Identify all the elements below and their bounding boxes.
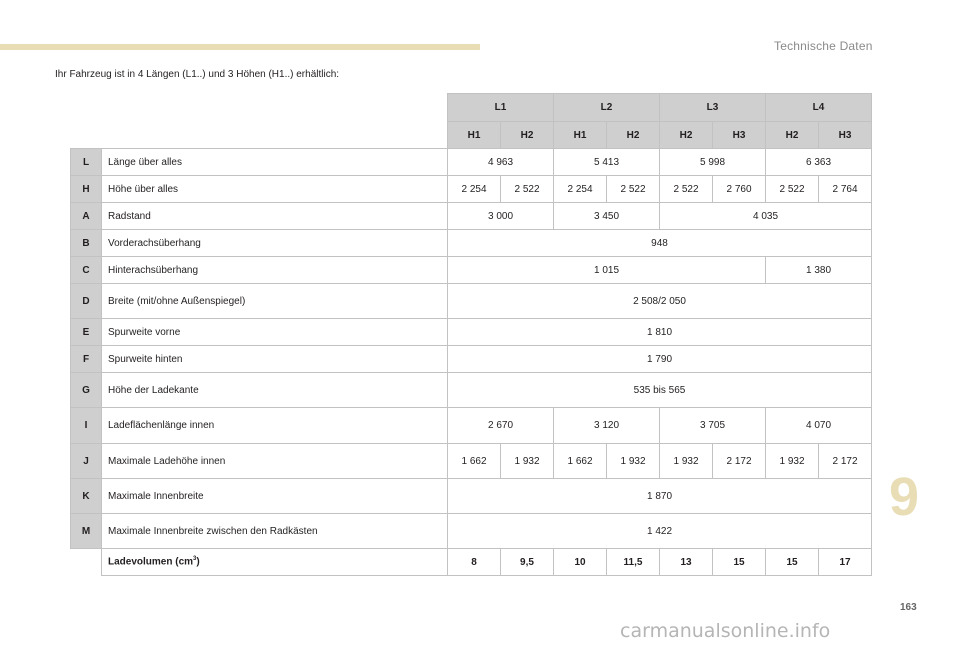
dimension-code: J <box>71 444 102 479</box>
dimension-code: C <box>71 257 102 284</box>
header-accent-bar <box>0 44 480 50</box>
dimension-value: 2 522 <box>501 176 554 203</box>
dimension-value: 1 810 <box>448 319 872 346</box>
cargo-volume-label <box>102 549 448 576</box>
dimension-value: 3 450 <box>554 203 660 230</box>
table-row <box>71 444 872 479</box>
dimension-code: G <box>71 373 102 408</box>
cargo-volume-value: 15 <box>766 549 819 576</box>
dimension-value: 3 000 <box>448 203 554 230</box>
dimension-code: M <box>71 514 102 549</box>
table-row <box>71 176 872 203</box>
height-header: H3 <box>819 122 872 149</box>
section-title: Technische Daten <box>774 39 873 53</box>
table-blank-cell <box>71 549 102 576</box>
dimension-value: 4 070 <box>766 408 872 444</box>
chapter-number: 9 <box>889 467 920 527</box>
dimension-label: Maximale Innenbreite <box>102 479 448 514</box>
height-header: H2 <box>607 122 660 149</box>
dimension-value: 535 bis 565 <box>448 373 872 408</box>
dimension-code: K <box>71 479 102 514</box>
intro-text: Ihr Fahrzeug ist in 4 Längen (L1..) und 3 Höhen (H1..) erhältlich: <box>55 69 340 80</box>
dimension-value: 3 120 <box>554 408 660 444</box>
dimension-label: Ladeflächenlänge innen <box>102 408 448 444</box>
dimension-value: 2 508/2 050 <box>448 284 872 319</box>
table-corner <box>71 94 448 122</box>
cargo-volume-value: 9,5 <box>501 549 554 576</box>
length-header: L3 <box>660 94 766 122</box>
height-header: H2 <box>501 122 554 149</box>
dimension-value: 1 422 <box>448 514 872 549</box>
dimension-code: I <box>71 408 102 444</box>
table-row <box>71 149 872 176</box>
dimension-value: 4 035 <box>660 203 872 230</box>
height-header: H1 <box>448 122 501 149</box>
dimension-value: 2 254 <box>448 176 501 203</box>
dimension-value: 2 254 <box>554 176 607 203</box>
dimension-label: Breite (mit/ohne Außenspiegel) <box>102 284 448 319</box>
table-row <box>71 284 872 319</box>
dimension-value: 2 670 <box>448 408 554 444</box>
cargo-volume-value: 10 <box>554 549 607 576</box>
dimension-value: 6 363 <box>766 149 872 176</box>
dimension-value: 1 932 <box>501 444 554 479</box>
table-row <box>71 346 872 373</box>
dimension-value: 948 <box>448 230 872 257</box>
dimensions-table <box>70 93 872 576</box>
dimension-value: 1 932 <box>766 444 819 479</box>
cargo-volume-value: 17 <box>819 549 872 576</box>
dimension-code: L <box>71 149 102 176</box>
dimension-label: Vorderachsüberhang <box>102 230 448 257</box>
table-row <box>71 373 872 408</box>
dimension-value: 2 760 <box>713 176 766 203</box>
dimension-value: 1 932 <box>607 444 660 479</box>
length-header: L2 <box>554 94 660 122</box>
dimension-label: Spurweite vorne <box>102 319 448 346</box>
dimension-code: E <box>71 319 102 346</box>
dimension-label: Hinterachsüberhang <box>102 257 448 284</box>
cargo-volume-row <box>71 549 872 576</box>
table-row <box>71 319 872 346</box>
dimension-label: Höhe der Ladekante <box>102 373 448 408</box>
table-row <box>71 514 872 549</box>
dimension-code: F <box>71 346 102 373</box>
dimension-value: 2 522 <box>607 176 660 203</box>
dimension-label: Maximale Innenbreite zwischen den Radkästen <box>102 514 448 549</box>
dimension-code: A <box>71 203 102 230</box>
unit-superscript: 3 <box>193 556 197 563</box>
dimension-label: Höhe über alles <box>102 176 448 203</box>
dimension-value: 2 522 <box>766 176 819 203</box>
dimension-value: 1 932 <box>660 444 713 479</box>
height-header: H2 <box>766 122 819 149</box>
dimension-code: D <box>71 284 102 319</box>
dimension-label: Länge über alles <box>102 149 448 176</box>
length-header: L4 <box>766 94 872 122</box>
dimension-code: H <box>71 176 102 203</box>
dimension-value: 1 380 <box>766 257 872 284</box>
height-header: H3 <box>713 122 766 149</box>
dimension-value: 1 662 <box>448 444 501 479</box>
cargo-volume-value: 11,5 <box>607 549 660 576</box>
length-header: L1 <box>448 94 554 122</box>
dimension-value: 2 522 <box>660 176 713 203</box>
table-row <box>71 408 872 444</box>
dimension-value: 2 172 <box>713 444 766 479</box>
table-row <box>71 230 872 257</box>
dimension-value: 1 015 <box>448 257 766 284</box>
dimension-value: 1 662 <box>554 444 607 479</box>
height-header: H1 <box>554 122 607 149</box>
dimension-value: 2 764 <box>819 176 872 203</box>
dimension-value: 2 172 <box>819 444 872 479</box>
dimension-value: 1 790 <box>448 346 872 373</box>
cargo-volume-value: 8 <box>448 549 501 576</box>
cargo-volume-value: 15 <box>713 549 766 576</box>
table-row <box>71 203 872 230</box>
dimension-label: Spurweite hinten <box>102 346 448 373</box>
table-row <box>71 257 872 284</box>
dimension-value: 4 963 <box>448 149 554 176</box>
table-row <box>71 479 872 514</box>
watermark: carmanualsonline.info <box>620 620 831 642</box>
dimension-value: 5 998 <box>660 149 766 176</box>
dimension-value: 1 870 <box>448 479 872 514</box>
dimension-value: 3 705 <box>660 408 766 444</box>
dimension-value: 5 413 <box>554 149 660 176</box>
page-number: 163 <box>900 602 917 613</box>
height-header: H2 <box>660 122 713 149</box>
dimension-code: B <box>71 230 102 257</box>
dimension-label: Maximale Ladehöhe innen <box>102 444 448 479</box>
dimension-label: Radstand <box>102 203 448 230</box>
cargo-volume-label-end: ) <box>196 556 200 568</box>
table-corner <box>71 122 448 149</box>
cargo-volume-label-text: Ladevolumen (cm <box>108 556 194 568</box>
cargo-volume-value: 13 <box>660 549 713 576</box>
